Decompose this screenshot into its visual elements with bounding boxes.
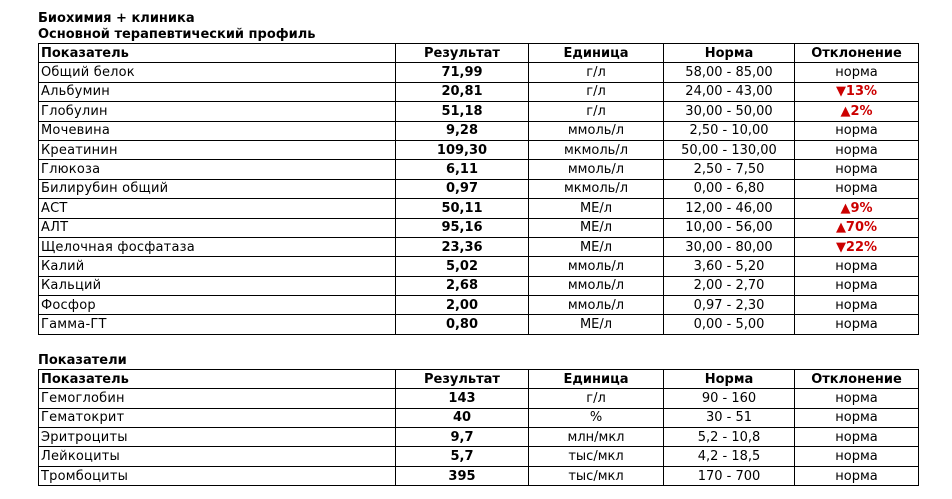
- deviation-value: норма: [795, 179, 919, 198]
- table-row: [39, 179, 919, 198]
- table-row: [39, 389, 919, 408]
- section-title-indicators: Показатели: [38, 352, 127, 368]
- unit-value: ммоль/л: [529, 276, 664, 295]
- norm-range: 30 - 51: [664, 408, 795, 427]
- result-value: 2,68: [396, 276, 529, 295]
- norm-range: 50,00 - 130,00: [664, 140, 795, 159]
- table-row: [39, 140, 919, 159]
- header-deviation: Отклонение: [795, 369, 919, 388]
- table-row: [39, 447, 919, 466]
- header-unit: Единица: [529, 44, 664, 63]
- indicator-name: АЛТ: [39, 218, 396, 237]
- section-title-profile: Основной терапевтический профиль: [38, 27, 316, 42]
- unit-value: ммоль/л: [529, 257, 664, 276]
- norm-range: 0,97 - 2,30: [664, 296, 795, 315]
- unit-value: ммоль/л: [529, 296, 664, 315]
- result-value: 71,99: [396, 63, 529, 82]
- indicator-name: Альбумин: [39, 82, 396, 101]
- norm-range: 0,00 - 5,00: [664, 315, 795, 334]
- result-value: 0,80: [396, 315, 529, 334]
- unit-value: МЕ/л: [529, 199, 664, 218]
- deviation-value: норма: [795, 160, 919, 179]
- deviation-value: норма: [795, 121, 919, 140]
- header-unit: Единица: [529, 369, 664, 388]
- norm-range: 2,00 - 2,70: [664, 276, 795, 295]
- indicator-name: Гематокрит: [39, 408, 396, 427]
- header-result: Результат: [396, 44, 529, 63]
- norm-range: 4,2 - 18,5: [664, 447, 795, 466]
- unit-value: ммоль/л: [529, 160, 664, 179]
- indicator-name: АСТ: [39, 199, 396, 218]
- report-page: [38, 11, 918, 486]
- indicator-name: Фосфор: [39, 296, 396, 315]
- table-row: [39, 315, 919, 334]
- unit-value: ммоль/л: [529, 121, 664, 140]
- header-deviation: Отклонение: [795, 44, 919, 63]
- deviation-value: норма: [795, 408, 919, 427]
- indicator-name: Билирубин общий: [39, 179, 396, 198]
- result-value: 51,18: [396, 102, 529, 121]
- result-value: 6,11: [396, 160, 529, 179]
- result-value: 5,7: [396, 447, 529, 466]
- table-row: [39, 408, 919, 427]
- unit-value: тыс/мкл: [529, 447, 664, 466]
- deviation-value: норма: [795, 315, 919, 334]
- table-row: [39, 160, 919, 179]
- deviation-value: норма: [795, 466, 919, 485]
- indicator-name: Эритроциты: [39, 428, 396, 447]
- norm-range: 10,00 - 56,00: [664, 218, 795, 237]
- unit-value: тыс/мкл: [529, 466, 664, 485]
- unit-value: МЕ/л: [529, 218, 664, 237]
- result-value: 9,7: [396, 428, 529, 447]
- norm-range: 58,00 - 85,00: [664, 63, 795, 82]
- norm-range: 12,00 - 46,00: [664, 199, 795, 218]
- table-row: [39, 428, 919, 447]
- norm-range: 3,60 - 5,20: [664, 257, 795, 276]
- indicator-name: Гамма-ГТ: [39, 315, 396, 334]
- result-value: 95,16: [396, 218, 529, 237]
- result-value: 50,11: [396, 199, 529, 218]
- norm-range: 170 - 700: [664, 466, 795, 485]
- norm-range: 30,00 - 50,00: [664, 102, 795, 121]
- unit-value: мкмоль/л: [529, 179, 664, 198]
- norm-range: 0,00 - 6,80: [664, 179, 795, 198]
- table-row: [39, 63, 919, 82]
- unit-value: %: [529, 408, 664, 427]
- table-row: [39, 257, 919, 276]
- header-norm: Норма: [664, 44, 795, 63]
- unit-value: г/л: [529, 82, 664, 101]
- deviation-value: норма: [795, 276, 919, 295]
- result-value: 23,36: [396, 237, 529, 256]
- unit-value: г/л: [529, 102, 664, 121]
- profile-table: [38, 43, 919, 335]
- result-value: 40: [396, 408, 529, 427]
- deviation-value: норма: [795, 389, 919, 408]
- norm-range: 24,00 - 43,00: [664, 82, 795, 101]
- table-row: [39, 296, 919, 315]
- indicator-name: Калий: [39, 257, 396, 276]
- indicators-table: [38, 369, 919, 486]
- table-row: [39, 102, 919, 121]
- unit-value: г/л: [529, 389, 664, 408]
- table-row: [39, 199, 919, 218]
- deviation-value: ▲9%: [795, 199, 919, 218]
- report-title: Биохимия + клиника: [38, 11, 195, 26]
- result-value: 143: [396, 389, 529, 408]
- norm-range: 90 - 160: [664, 389, 795, 408]
- table-row: [39, 276, 919, 295]
- profile-table-body: [39, 63, 919, 334]
- deviation-value: норма: [795, 140, 919, 159]
- deviation-value: ▼22%: [795, 237, 919, 256]
- deviation-value: норма: [795, 63, 919, 82]
- deviation-value: ▲2%: [795, 102, 919, 121]
- indicator-name: Тромбоциты: [39, 466, 396, 485]
- deviation-value: норма: [795, 447, 919, 466]
- table-row: [39, 466, 919, 485]
- indicator-name: Глобулин: [39, 102, 396, 121]
- indicator-name: Глюкоза: [39, 160, 396, 179]
- result-value: 5,02: [396, 257, 529, 276]
- header-indicator: Показатель: [39, 369, 396, 388]
- indicator-name: Гемоглобин: [39, 389, 396, 408]
- deviation-value: ▼13%: [795, 82, 919, 101]
- deviation-value: норма: [795, 296, 919, 315]
- result-value: 2,00: [396, 296, 529, 315]
- result-value: 109,30: [396, 140, 529, 159]
- indicators-table-body: [39, 389, 919, 486]
- indicator-name: Щелочная фосфатаза: [39, 237, 396, 256]
- deviation-value: норма: [795, 428, 919, 447]
- norm-range: 2,50 - 7,50: [664, 160, 795, 179]
- indicator-name: Кальций: [39, 276, 396, 295]
- header-norm: Норма: [664, 369, 795, 388]
- result-value: 9,28: [396, 121, 529, 140]
- indicator-name: Общий белок: [39, 63, 396, 82]
- table-row: [39, 82, 919, 101]
- unit-value: г/л: [529, 63, 664, 82]
- deviation-value: ▲70%: [795, 218, 919, 237]
- unit-value: МЕ/л: [529, 315, 664, 334]
- table-header-row: [39, 44, 919, 63]
- unit-value: млн/мкл: [529, 428, 664, 447]
- result-value: 395: [396, 466, 529, 485]
- indicator-name: Мочевина: [39, 121, 396, 140]
- table-row: [39, 218, 919, 237]
- indicator-name: Лейкоциты: [39, 447, 396, 466]
- unit-value: МЕ/л: [529, 237, 664, 256]
- indicator-name: Креатинин: [39, 140, 396, 159]
- norm-range: 5,2 - 10,8: [664, 428, 795, 447]
- norm-range: 2,50 - 10,00: [664, 121, 795, 140]
- result-value: 20,81: [396, 82, 529, 101]
- table-row: [39, 237, 919, 256]
- deviation-value: норма: [795, 257, 919, 276]
- header-indicator: Показатель: [39, 44, 396, 63]
- table-header-row: [39, 369, 919, 388]
- header-result: Результат: [396, 369, 529, 388]
- unit-value: мкмоль/л: [529, 140, 664, 159]
- norm-range: 30,00 - 80,00: [664, 237, 795, 256]
- table-row: [39, 121, 919, 140]
- result-value: 0,97: [396, 179, 529, 198]
